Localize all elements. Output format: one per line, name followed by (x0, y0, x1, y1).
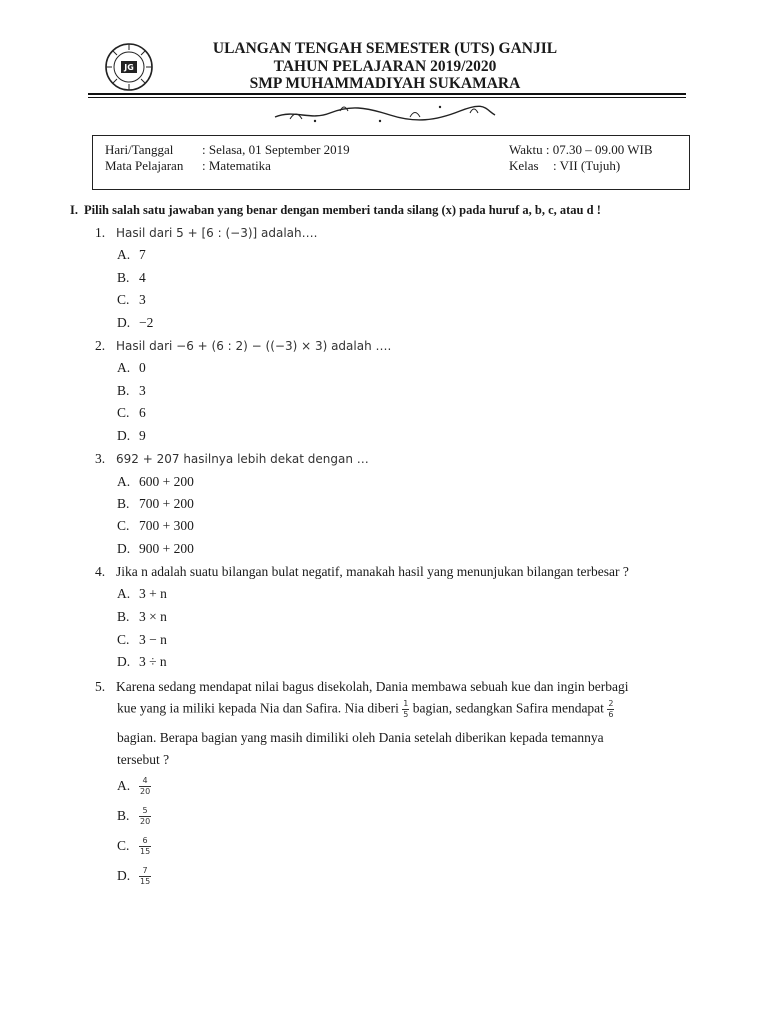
exam-title: ULANGAN TENGAH SEMESTER (UTS) GANJIL (212, 40, 558, 57)
question-5-line4: tersebut ? (117, 752, 170, 767)
option-1c[interactable]: C. 3 (117, 292, 146, 307)
option-5c[interactable]: C. $\frac{6}{15}$ (117, 836, 151, 856)
option-3a[interactable]: A. 600 + 200 (117, 474, 194, 489)
option-3b[interactable]: B. 700 + 200 (117, 496, 194, 511)
option-3d[interactable]: D. 900 + 200 (117, 541, 194, 556)
date-label: Hari/Tanggal (105, 142, 174, 157)
option-5a[interactable]: A. $\frac{4}{20}$ (117, 776, 151, 796)
question-5: 5. Karena sedang mendapat nilai bagus disekolah, Dania membawa sebuah kue dan ingin berbagi (95, 679, 629, 694)
date-value: : Selasa, 01 September 2019 (202, 142, 350, 157)
section-instruction (70, 203, 601, 218)
fraction-one-fifth: $\frac{1}{5}$ (403, 699, 409, 719)
subject-label: Mata Pelajaran (105, 158, 184, 173)
instruction-text: Pilih salah satu jawaban yang benar dengan memberi tanda silang (x) pada huruf a, b, c, atau d ! (84, 203, 601, 217)
school-logo-icon (96, 42, 162, 92)
option-5b[interactable]: B. $\frac{5}{20}$ (117, 806, 151, 826)
option-4d[interactable]: D. 3 ÷ n (117, 654, 167, 669)
basmalah-calligraphy-icon (270, 99, 500, 125)
exam-info-box (92, 135, 690, 190)
subject-value: : Matematika (202, 158, 271, 173)
option-5d[interactable]: D. $\frac{7}{15}$ (117, 866, 151, 886)
class-value: : VII (Tujuh) (553, 158, 621, 173)
question-4: 4. Jika n adalah suatu bilangan bulat negatif, manakah hasil yang menunjukan bilangan terbesar ? (95, 564, 629, 579)
academic-year: TAHUN PELAJARAN 2019/2020 (273, 58, 497, 75)
header-divider-thin (88, 97, 686, 98)
option-2a[interactable]: A. 0 (117, 360, 146, 375)
header-divider (88, 93, 686, 95)
option-1d[interactable]: D. −2 (117, 315, 154, 330)
question-2: 2. Hasil dari −6 + (6 : 2) − ((−3) × 3) adalah …. (95, 338, 392, 353)
option-2d[interactable]: D. 9 (117, 428, 146, 443)
option-1a[interactable]: A. 7 (117, 247, 146, 262)
option-2c[interactable]: C. 6 (117, 405, 146, 420)
option-4c[interactable]: C. 3 − n (117, 632, 167, 647)
time-info: Waktu : 07.30 – 09.00 WIB (509, 142, 653, 157)
section-number: I. (70, 203, 78, 217)
school-name: SMP MUHAMMADIYAH SUKAMARA (249, 75, 521, 92)
option-1b[interactable]: B. 4 (117, 270, 146, 285)
option-2b[interactable]: B. 3 (117, 383, 146, 398)
question-1: 1. Hasil dari 5 + [6 : (−3)] adalah…. (95, 225, 318, 240)
question-5-line3: bagian. Berapa bagian yang masih dimiliki oleh Dania setelah diberikan kepada temannya (117, 730, 604, 745)
option-4a[interactable]: A. 3 + n (117, 586, 167, 601)
question-5-line2: kue yang ia miliki kepada Nia dan Safira. Nia diberi $\frac{1}{5}$ bagian, sedangkan Safira mendapat $\frac{2}{6}$ (117, 699, 614, 719)
class-label: Kelas (509, 158, 539, 173)
option-4b[interactable]: B. 3 × n (117, 609, 167, 624)
question-3: 3. 692 + 207 hasilnya lebih dekat dengan … (95, 451, 369, 466)
fraction-two-sixths: $\frac{2}{6}$ (608, 699, 614, 719)
svg-text:JG: JG (124, 63, 134, 72)
option-3c[interactable]: C. 700 + 300 (117, 518, 194, 533)
